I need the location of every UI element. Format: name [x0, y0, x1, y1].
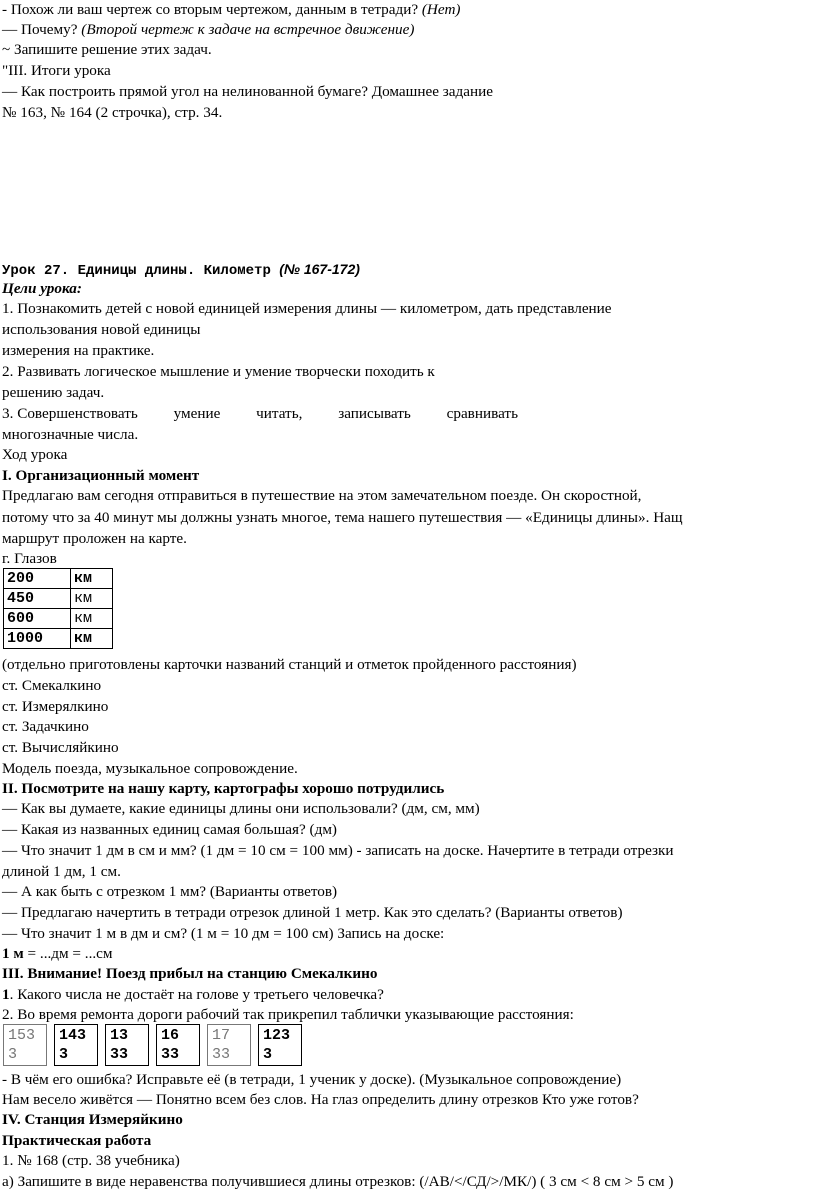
- distance-sign: [207, 1024, 251, 1066]
- lesson-title-numbers: (№ 167-172): [279, 261, 360, 277]
- goal-line: [2, 404, 518, 424]
- goal-word: записывать: [338, 405, 411, 422]
- course-heading: Ход урока: [2, 446, 68, 463]
- distance-value: 450: [4, 589, 71, 609]
- distance-signs: [3, 1024, 302, 1066]
- paragraph-line: маршрут проложен на карте.: [2, 530, 187, 547]
- paragraph-line: Предлагаю вам сегодня отправиться в путешествие на этом замечательном поезде. Он скоростной,: [2, 487, 642, 504]
- question-line: [2, 20, 414, 40]
- task-number: 1: [2, 986, 10, 1003]
- distance-value: 200: [4, 569, 71, 589]
- table-row: [4, 609, 113, 629]
- distance-unit: км: [71, 609, 113, 629]
- distance-value: 1000: [4, 629, 71, 649]
- section-heading: II. Посмотрите на нашу карту, картографы хорошо потрудились: [2, 780, 445, 797]
- text-line: ~ Запишите решение этих задач.: [2, 41, 212, 58]
- paragraph-line: потому что за 40 минут мы должны узнать многое, тема нашего путешествия — «Единицы длины». Нащ: [2, 509, 683, 526]
- station-item: ст. Измерялкино: [2, 698, 109, 715]
- sign-top: 16: [161, 1027, 180, 1044]
- sign-top: 153: [8, 1027, 36, 1044]
- task-text: . Какого числа не достаёт на голове у третьего человечка?: [9, 986, 384, 1003]
- section-heading: III. Внимание! Поезд прибыл на станцию Смекалкино: [2, 965, 378, 982]
- lesson-title-main: Урок 27. Единицы длины. Километр: [2, 263, 280, 279]
- section-heading: I. Организационный момент: [2, 467, 200, 484]
- section-heading: "III. Итоги урока: [2, 62, 111, 79]
- question-line: — Как вы думаете, какие единицы длины они использовали? (дм, см, мм): [2, 800, 480, 817]
- goals-heading: Цели урока:: [2, 280, 82, 297]
- sign-bottom: 3: [59, 1046, 69, 1063]
- table-row: [4, 569, 113, 589]
- note-line: (отдельно приготовлены карточки названий станций и отметок пройденного расстояния): [2, 656, 577, 673]
- task-line: [2, 985, 384, 1005]
- subheading: Практическая работа: [2, 1132, 152, 1149]
- question-line: — Какая из названных единиц самая большая? (дм): [2, 821, 337, 838]
- sign-bottom: 3: [8, 1046, 18, 1063]
- question-line: — Что значит 1 м в дм и см? (1 м = 10 дм = 100 см) Запись на доске:: [2, 925, 445, 942]
- board-record-rest: = ...дм = ...см: [23, 945, 113, 962]
- task-line: 2. Во время ремонта дороги рабочий так прикрепил таблички указывающие расстояния:: [2, 1006, 574, 1023]
- question-line: — А как быть с отрезком 1 мм? (Варианты ответов): [2, 883, 338, 900]
- task-line: 1. № 168 (стр. 38 учебника): [2, 1152, 180, 1169]
- sign-top: 123: [263, 1027, 291, 1044]
- goal-line: измерения на практике.: [2, 342, 155, 359]
- table-row: [4, 589, 113, 609]
- distance-sign: [54, 1024, 98, 1066]
- question-text: - Похож ли ваш чертеж со вторым чертежом, данным в тетради?: [2, 1, 422, 18]
- distance-unit: км: [71, 629, 113, 649]
- text-line: Модель поезда, музыкальное сопровождение.: [2, 760, 298, 777]
- station-item: ст. Задачкино: [2, 718, 89, 735]
- homework-line: № 163, № 164 (2 строчка), стр. 34.: [2, 104, 223, 121]
- goal-word: читать,: [256, 405, 303, 422]
- question-line: — Что значит 1 дм в см и мм? (1 дм = 10 см = 100 мм) - записать на доске. Начертите в тетради отрезки: [2, 842, 674, 859]
- sign-top: 13: [110, 1027, 129, 1044]
- table-row: [4, 629, 113, 649]
- board-record-bold: 1 м: [2, 945, 24, 962]
- sign-bottom: 33: [161, 1046, 180, 1063]
- distance-sign: [258, 1024, 302, 1066]
- goal-line: 2. Развивать логическое мышление и умение творчески походить к: [2, 363, 435, 380]
- station-item: ст. Вычисляйкино: [2, 739, 119, 756]
- sign-top: 143: [59, 1027, 87, 1044]
- distance-sign: [105, 1024, 149, 1066]
- goal-word: сравнивать: [446, 405, 518, 422]
- distance-sign: [3, 1024, 47, 1066]
- distance-table: [3, 568, 113, 649]
- distance-value: 600: [4, 609, 71, 629]
- goal-line: использования новой единицы: [2, 321, 201, 338]
- text-line: Нам весело живётся — Понятно всем без слов. На глаз определить длину отрезков Кто уже готов?: [2, 1091, 639, 1108]
- distance-unit: км: [71, 589, 113, 609]
- question-line: [2, 0, 460, 20]
- distance-sign: [156, 1024, 200, 1066]
- answer-text: (Нет): [421, 1, 461, 18]
- question-line: - В чём его ошибка? Исправьте её (в тетради, 1 ученик у доске). (Музыкальное сопровождение): [2, 1071, 622, 1088]
- goal-word: умение: [173, 405, 221, 422]
- goal-line: 1. Познакомить детей с новой единицей измерения длины — километром, дать представление: [2, 300, 612, 317]
- board-record: [2, 944, 113, 964]
- station-item: ст. Смекалкино: [2, 677, 102, 694]
- section-heading: IV. Станция Измеряйкино: [2, 1111, 183, 1128]
- sign-bottom: 33: [212, 1046, 231, 1063]
- text-line: — Как построить прямой угол на нелинованной бумаге? Домашнее задание: [2, 83, 493, 100]
- sign-bottom: 33: [110, 1046, 129, 1063]
- sign-bottom: 3: [263, 1046, 273, 1063]
- question-line: длиной 1 дм, 1 см.: [2, 863, 121, 880]
- goal-word: 3. Совершенствовать: [2, 405, 138, 422]
- answer-text: (Второй чертеж к задаче на встречное движение): [81, 21, 415, 38]
- sign-top: 17: [212, 1027, 231, 1044]
- city-label: г. Глазов: [2, 550, 57, 567]
- task-line: а) Запишите в виде неравенства получившиеся длины отрезков: (/АВ/</СД/>/МК/) ( 3 см < 8 см > 5 см ): [2, 1173, 674, 1190]
- question-line: — Предлагаю начертить в тетради отрезок длиной 1 метр. Как это сделать? (Варианты ответов): [2, 904, 623, 921]
- question-text: — Почему?: [2, 21, 82, 38]
- goal-line: решению задач.: [2, 384, 105, 401]
- goal-line: многозначные числа.: [2, 426, 139, 443]
- distance-unit: км: [71, 569, 113, 589]
- lesson-title: [2, 259, 360, 281]
